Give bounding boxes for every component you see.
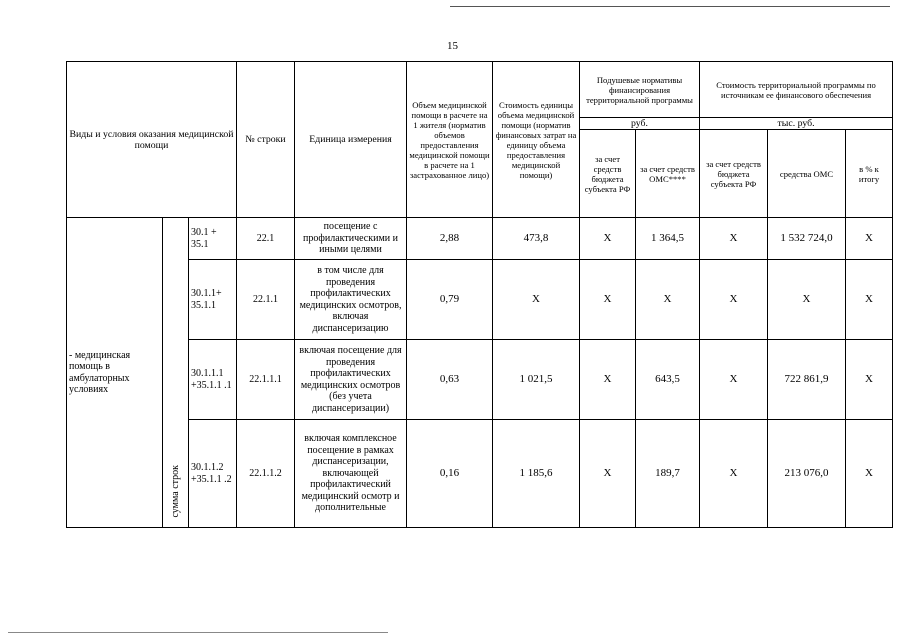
row-oms-2: X (768, 260, 846, 340)
row-budget-1: X (580, 340, 636, 420)
header-unit: Единица измерения (295, 62, 407, 218)
row-sum: 30.1 + 35.1 (189, 218, 237, 260)
row-volume: 2,88 (407, 218, 493, 260)
row-volume: 0,16 (407, 420, 493, 528)
row-percent: X (846, 420, 893, 528)
table-row (67, 340, 893, 420)
header-budget-1: за счет средств бюджета субъекта РФ (580, 130, 636, 218)
row-budget-1: X (580, 420, 636, 528)
row-budget-2: X (700, 340, 768, 420)
scan-artifact-bottom (8, 632, 388, 633)
row-unit: включая комплексное посещение в рамках диспансеризации, включающей профилактический медицинский осмотр и дополнительные (295, 420, 407, 528)
row-budget-2: X (700, 420, 768, 528)
header-percent: в % к итогу (846, 130, 893, 218)
row-line: 22.1.1 (237, 260, 295, 340)
header-volume: Объем медицинской помощи в расчете на 1 жителя (норматив объемов предоставления медицинской помощи в расчете на 1 застрахованное лицо) (407, 62, 493, 218)
row-cost: 473,8 (493, 218, 580, 260)
table-row (67, 218, 893, 260)
row-line: 22.1 (237, 218, 295, 260)
header-oms-2: средства ОМС (768, 130, 846, 218)
row-oms-2: 213 076,0 (768, 420, 846, 528)
row-oms-2: 722 861,9 (768, 340, 846, 420)
row-unit: посещение с профилактическими и иными целями (295, 218, 407, 260)
rotated-label: сумма строк (169, 465, 181, 518)
row-budget-1: X (580, 260, 636, 340)
header-oms-1: за счет средств ОМС**** (636, 130, 700, 218)
header-thous-rub: тыс. руб. (700, 118, 893, 130)
row-oms-1: 189,7 (636, 420, 700, 528)
row-oms-1: X (636, 260, 700, 340)
table-row (67, 420, 893, 528)
row-percent: X (846, 260, 893, 340)
row-oms-2: 1 532 724,0 (768, 218, 846, 260)
header-line-no: № строки (237, 62, 295, 218)
rotated-label-cell (163, 218, 189, 528)
row-oms-1: 643,5 (636, 340, 700, 420)
row-line: 22.1.1.2 (237, 420, 295, 528)
header-cost-program: Стоимость территориальной программы по источникам ее финансового обеспечения (700, 62, 893, 118)
row-volume: 0,79 (407, 260, 493, 340)
row-cost: X (493, 260, 580, 340)
row-sum: 30.1.1.2 +35.1.1 .2 (189, 420, 237, 528)
header-cost: Стоимость единицы объема медицинской помощи (норматив финансовых затрат на единицу объема предоставления медицинской помощи) (493, 62, 580, 218)
section-label: - медицинская помощь в амбулаторных условиях (67, 218, 163, 528)
row-budget-2: X (700, 260, 768, 340)
row-budget-2: X (700, 218, 768, 260)
header-rub: руб. (580, 118, 700, 130)
row-sum: 30.1.1+ 35.1.1 (189, 260, 237, 340)
header-per-capita: Подушевые нормативы финансирования территориальной программы (580, 62, 700, 118)
row-cost: 1 021,5 (493, 340, 580, 420)
row-unit: включая посещение для проведения профилактических медицинских осмотров (без учета диспансеризации) (295, 340, 407, 420)
row-unit: в том числе для проведения профилактических медицинских осмотров, включая диспансеризацию (295, 260, 407, 340)
table-row (67, 260, 893, 340)
header-budget-2: за счет средств бюджета субъекта РФ (700, 130, 768, 218)
row-percent: X (846, 218, 893, 260)
row-sum: 30.1.1.1 +35.1.1 .1 (189, 340, 237, 420)
scan-artifact-top (450, 6, 890, 7)
row-percent: X (846, 340, 893, 420)
row-line: 22.1.1.1 (237, 340, 295, 420)
financing-table (66, 61, 893, 528)
row-oms-1: 1 364,5 (636, 218, 700, 260)
row-volume: 0,63 (407, 340, 493, 420)
row-budget-1: X (580, 218, 636, 260)
page-number: 15 (447, 40, 458, 52)
header-kind: Виды и условия оказания медицинской помощи (67, 62, 237, 218)
row-cost: 1 185,6 (493, 420, 580, 528)
